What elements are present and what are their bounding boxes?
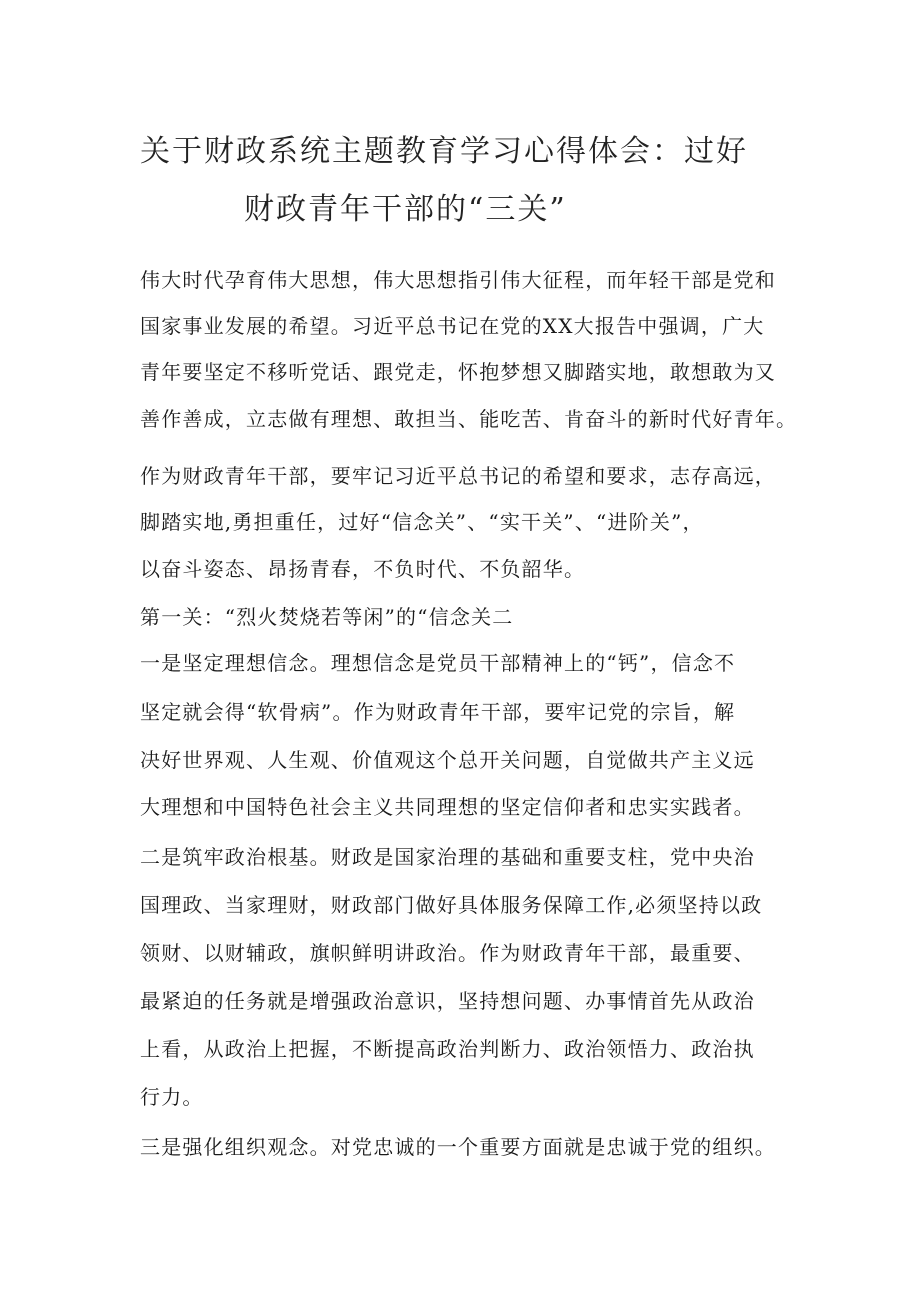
body-line-7: 以奋斗姿态、昂扬青春，不负时代、不负韶华。: [140, 557, 586, 581]
document-title-line-1: 关于财政系统主题教育学习心得体会：过好: [140, 134, 748, 169]
body-line-18: 行力。: [140, 1085, 204, 1109]
body-line-11: 决好世界观、人生观、价值观这个总开关问题，自觉做共产主义远: [140, 748, 755, 772]
body-line-19: 三是强化组织观念。对党忠诚的一个重要方面就是忠诚于党的组织。: [140, 1135, 776, 1159]
section-heading-first: 第一关：“烈火焚烧若等闲”的“信念关二: [140, 605, 514, 629]
body-line-13: 二是筑牢政治根基。财政是国家治理的基础和重要支柱，党中央治: [140, 845, 755, 869]
body-line-14: 国理政、当家理财，财政部门做好具体服务保障工作,必须坚持以政: [140, 893, 763, 917]
body-line-16: 最紧迫的任务就是增强政治意识，坚持想问题、办事情首先从政治: [140, 989, 755, 1013]
body-line-9: 一是坚定理想信念。理想信念是党员干部精神上的“钙”，信念不: [140, 651, 736, 675]
body-line-1: 伟大时代孕育伟大思想，伟大思想指引伟大征程，而年轻干部是党和: [140, 268, 776, 292]
body-line-12: 大理想和中国特色社会主义共同理想的坚定信仰者和忠实实践者。: [140, 795, 755, 819]
body-line-2: 国家事业发展的希望。习近平总书记在党的XX大报告中强调，广大: [140, 314, 765, 338]
document-title-line-2: 财政青年干部的“三关”: [244, 192, 567, 227]
body-line-5: 作为财政青年干部，要牢记习近平总书记的希望和要求，志存高远，: [140, 464, 776, 488]
body-line-17: 上看，从政治上把握，不断提高政治判断力、政治领悟力、政治执: [140, 1037, 755, 1061]
body-line-4: 善作善成，立志做有理想、敢担当、能吃苦、肯奋斗的新时代好青年。: [140, 407, 798, 431]
body-line-10: 坚定就会得“软骨病”。作为财政青年干部，要牢记党的宗旨，解: [140, 700, 736, 724]
body-line-3: 青年要坚定不移听党话、跟党走，怀抱梦想又脚踏实地，敢想敢为又: [140, 360, 776, 384]
body-line-15: 领财、以财辅政，旗帜鲜明讲政治。作为财政青年干部，最重要、: [140, 941, 755, 965]
body-line-6: 脚踏实地,勇担重任，过好“信念关”、“实干关”、“进阶关”，: [140, 510, 704, 534]
